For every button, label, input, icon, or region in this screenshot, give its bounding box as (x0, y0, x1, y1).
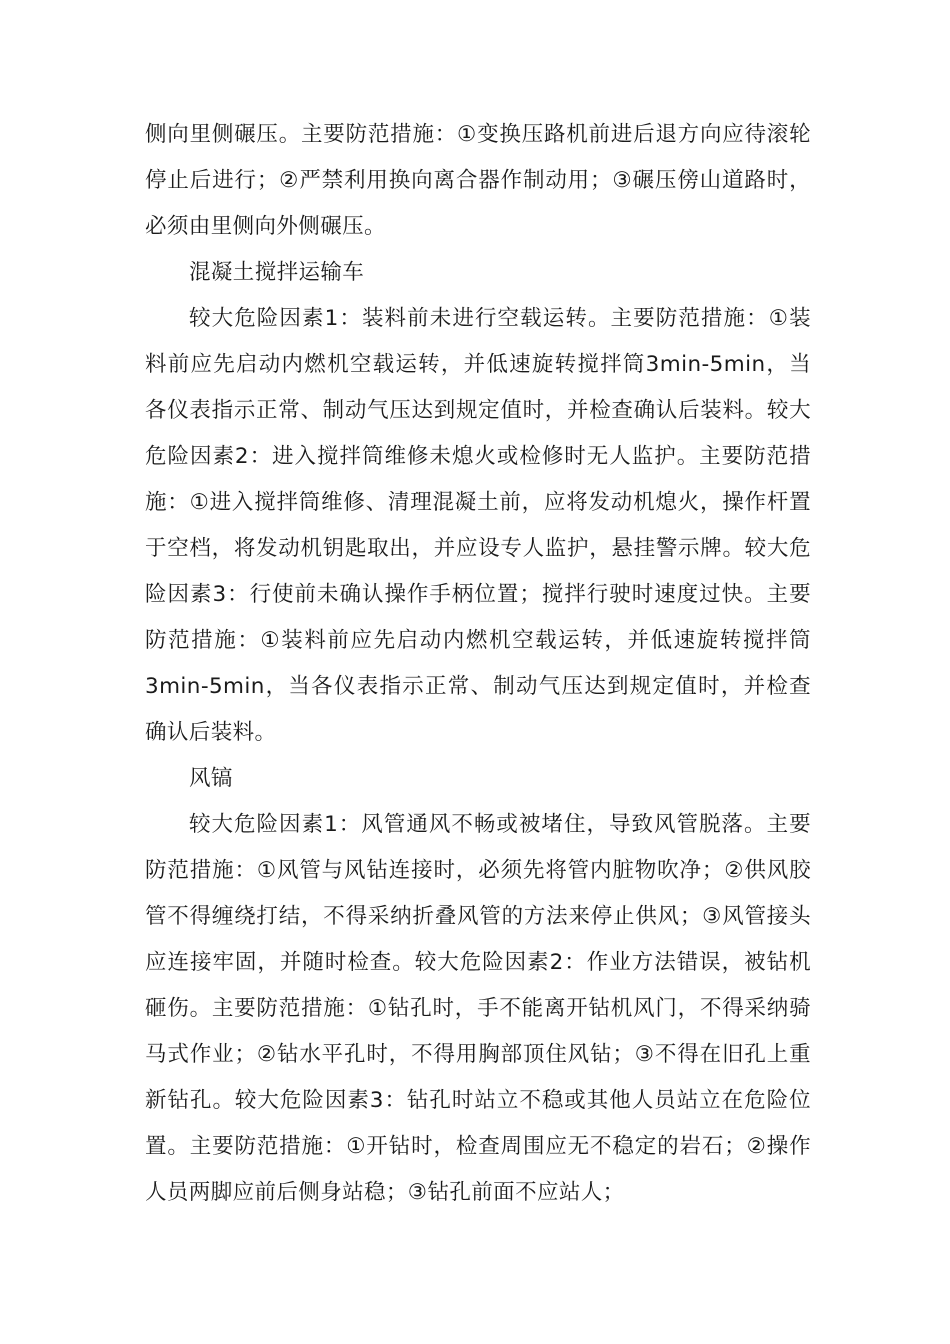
section-heading-concrete-mixer-truck: 混凝土搅拌运输车 (189, 260, 365, 285)
document-body (145, 112, 811, 1216)
section-heading-air-pick: 风镐 (189, 766, 233, 791)
paragraph-concrete-mixer-hazards: 较大危险因素1：装料前未进行空载运转。主要防范措施：①装料前应先启动内燃机空载运转，并低速旋转搅拌筒3min-5min，当各仪表指示正常、制动气压达到规定值时，并检查确认后装料。较大危险因素2：进入搅拌筒维修未熄火或检修时无人监护。主要防范措施：①进入搅拌筒维修、清理混凝土前，应将发动机熄火，操作杆置于空档，将发动机钥匙取出，并应设专人监护，悬挂警示牌。较大危险因素3：行使前未确认操作手柄位置；搅拌行驶时速度过快。主要防范措施：①装料前应先启动内燃机空载运转，并低速旋转搅拌筒3min-5min，当各仪表指示正常、制动气压达到规定值时，并检查确认后装料。 (145, 306, 811, 745)
paragraph-continuation: 侧向里侧碾压。主要防范措施：①变换压路机前进后退方向应待滚轮停止后进行；②严禁利用换向离合器作制动用；③碾压傍山道路时，必须由里侧向外侧碾压。 (145, 122, 811, 239)
paragraph-air-pick-hazards: 较大危险因素1：风管通风不畅或被堵住，导致风管脱落。主要防范措施：①风管与风钻连接时，必须先将管内脏物吹净；②供风胶管不得缠绕打结，不得采纳折叠风管的方法来停止供风；③风管接头应连接牢固，并随时检查。较大危险因素2：作业方法错误，被钻机砸伤。主要防范措施：①钻孔时，手不能离开钻机风门，不得采纳骑马式作业；②钻水平孔时，不得用胸部顶住风钻；③不得在旧孔上重新钻孔。较大危险因素3：钻孔时站立不稳或其他人员站立在危险位置。主要防范措施：①开钻时，检查周围应无不稳定的岩石；②操作人员两脚应前后侧身站稳；③钻孔前面不应站人； (145, 812, 811, 1205)
